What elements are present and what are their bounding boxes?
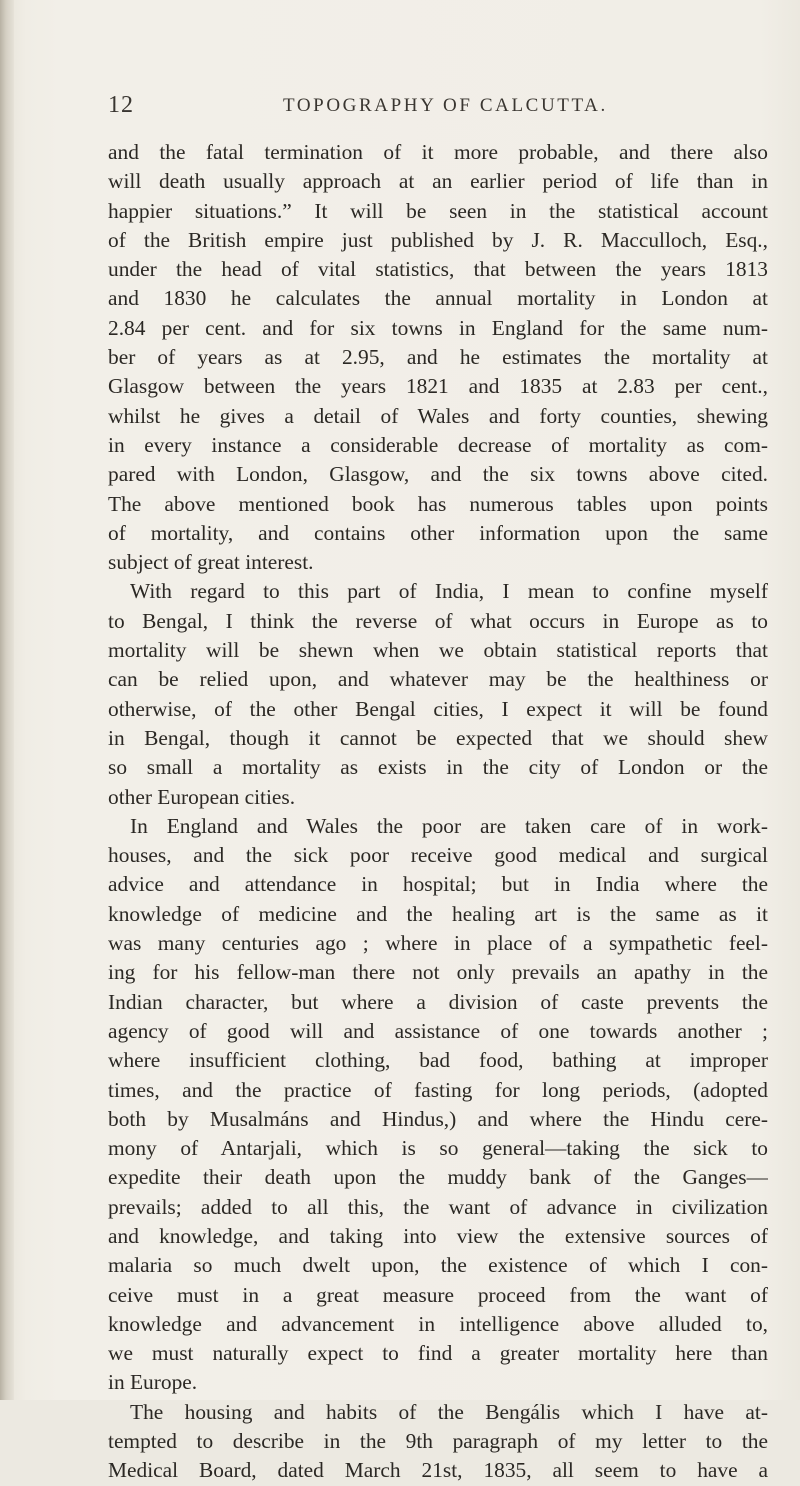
text-line: houses, and the sick poor receive good medical and surgical	[108, 843, 768, 868]
text-line: ceive must in a great measure proceed from the want of	[108, 1282, 768, 1307]
text-line: knowledge of medicine and the healing art is the same as it	[108, 901, 768, 926]
text-line: and 1830 he calculates the annual mortality in London at	[108, 286, 768, 311]
page-header	[108, 92, 688, 120]
page-number: 12	[108, 92, 134, 118]
text-line: was many centuries ago ; where in place of a sympathetic feel-	[108, 931, 768, 956]
text-line: ber of years as at 2.95, and he estimates the mortality at	[108, 345, 768, 370]
text-line: agency of good will and assistance of one towards another ;	[108, 1018, 768, 1043]
text-line: Indian character, but where a division of caste prevents the	[108, 989, 768, 1014]
text-line: mortality will be shewn when we obtain statistical reports that	[108, 638, 768, 663]
text-line: ing for his fellow-man there not only prevails an apathy in the	[108, 960, 768, 985]
text-line: so small a mortality as exists in the city of London or the	[108, 755, 768, 780]
text-line: we must naturally expect to find a greater mortality here than	[108, 1341, 768, 1366]
text-line: Medical Board, dated March 21st, 1835, all seem to have a	[108, 1458, 768, 1483]
text-line: other European cities.	[108, 784, 296, 809]
text-line: in Bengal, though it cannot be expected that we should shew	[108, 725, 768, 750]
text-line: times, and the practice of fasting for long periods, (adopted	[108, 1077, 768, 1102]
text-line: happier situations.” It will be seen in the statistical account	[108, 198, 768, 223]
paragraph-start-line: With regard to this part of India, I mean to confine myself	[130, 579, 768, 604]
paragraph-start-line: In England and Wales the poor are taken care of in work-	[130, 813, 768, 838]
text-line: and knowledge, and taking into view the extensive sources of	[108, 1223, 768, 1248]
text-line: 2.84 per cent. and for six towns in England for the same num-	[108, 315, 768, 340]
paragraph-start-line: The housing and habits of the Bengális which I have at-	[130, 1399, 768, 1424]
text-line: where insufficient clothing, bad food, bathing at improper	[108, 1048, 768, 1073]
text-line: of mortality, and contains other information upon the same	[108, 520, 768, 545]
text-line: will death usually approach at an earlier period of life than in	[108, 169, 768, 194]
text-line: knowledge and advancement in intelligence above alluded to,	[108, 1311, 768, 1336]
text-line: prevails; added to all this, the want of advance in civilization	[108, 1194, 768, 1219]
text-line: tempted to describe in the 9th paragraph of my letter to the	[108, 1429, 768, 1454]
text-line: both by Musalmáns and Hindus,) and where the Hindu cere-	[108, 1106, 768, 1131]
text-line: can be relied upon, and whatever may be the healthiness or	[108, 667, 768, 692]
running-head: TOPOGRAPHY OF CALCUTTA.	[283, 95, 608, 116]
text-line: mony of Antarjali, which is so general—taking the sick to	[108, 1136, 768, 1161]
text-line: in every instance a considerable decrease of mortality as com-	[108, 432, 768, 457]
text-line: otherwise, of the other Bengal cities, I expect it will be found	[108, 696, 768, 721]
text-line: pared with London, Glasgow, and the six towns above cited.	[108, 462, 768, 487]
text-line: of the British empire just published by J. R. Macculloch, Esq.,	[108, 227, 768, 252]
body-text	[108, 138, 768, 1486]
text-line: The above mentioned book has numerous tables upon points	[108, 491, 768, 516]
text-line: and the fatal termination of it more probable, and there also	[108, 140, 768, 164]
text-line: under the head of vital statistics, that between the years 1813	[108, 257, 768, 282]
text-line: subject of great interest.	[108, 550, 314, 575]
text-line: Glasgow between the years 1821 and 1835 at 2.83 per cent.,	[108, 374, 768, 399]
text-line: advice and attendance in hospital; but in India where the	[108, 872, 768, 897]
text-line: expedite their death upon the muddy bank of the Ganges—	[108, 1165, 768, 1190]
text-line: malaria so much dwelt upon, the existence of which I con-	[108, 1253, 768, 1278]
text-line: to Bengal, I think the reverse of what occurs in Europe as to	[108, 608, 768, 633]
text-line: in Europe.	[108, 1370, 198, 1395]
text-line: whilst he gives a detail of Wales and forty counties, shewing	[108, 403, 768, 428]
page-binding-edge	[0, 0, 14, 1400]
